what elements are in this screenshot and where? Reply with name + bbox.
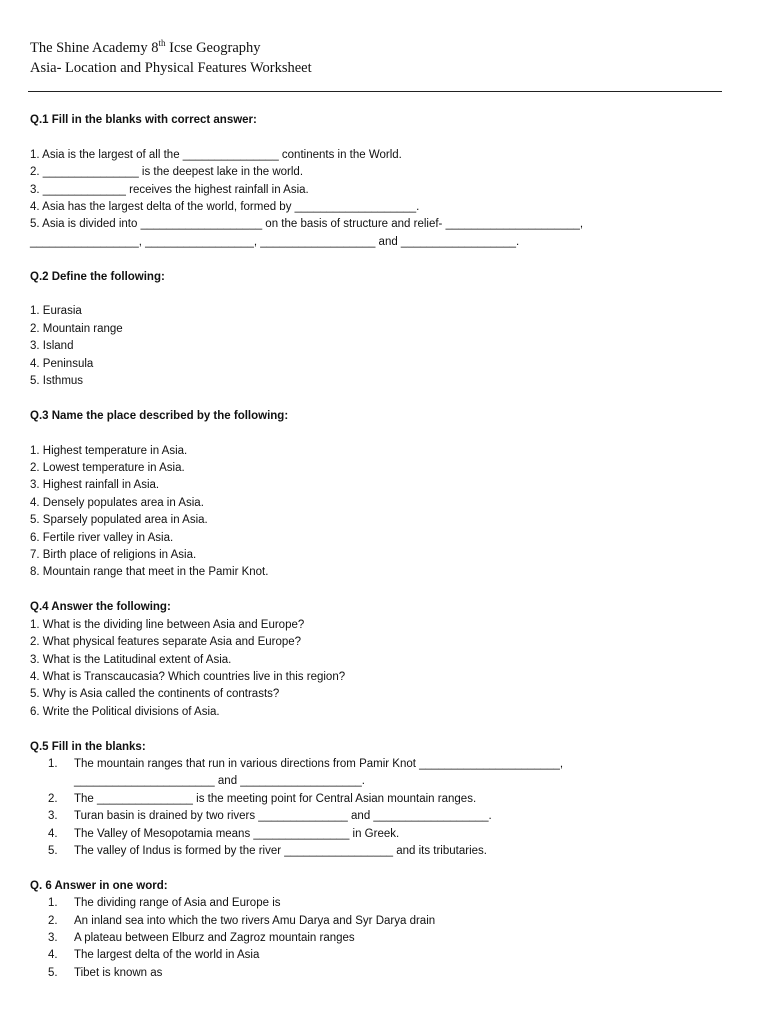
header-grade-suffix: th — [158, 38, 166, 48]
q5-item-text: The valley of Indus is formed by the river _________________ and its tributaries. — [74, 844, 487, 857]
q2-item: 4. Peninsula — [30, 357, 94, 370]
q6-item-number: 3. — [48, 931, 58, 944]
q5-item-text: Turan basin is drained by two rivers ______________ and __________________. — [74, 810, 492, 823]
q5-item-number: 4. — [48, 827, 58, 840]
q5-item-continuation: ______________________ and ___________________. — [74, 775, 365, 788]
q6-item-text: A plateau between Elburz and Zagroz mountain ranges — [74, 931, 355, 944]
q5-title: Q.5 Fill in the blanks: — [30, 740, 146, 753]
q3-item: 8. Mountain range that meet in the Pamir Knot. — [30, 566, 269, 579]
q6-item — [30, 895, 735, 912]
worksheet-header — [30, 38, 312, 78]
q4-item: 1. What is the dividing line between Asia and Europe? — [30, 618, 305, 631]
q1-title: Q.1 Fill in the blanks with correct answer: — [30, 114, 257, 126]
q6-item — [30, 965, 735, 982]
q4-item: 4. What is Transcaucasia? Which countries live in this region? — [30, 670, 346, 683]
q2-item: 5. Isthmus — [30, 375, 84, 388]
q5-item — [30, 808, 735, 825]
q6-title: Q. 6 Answer in one word: — [30, 879, 168, 892]
header-school-text: The Shine Academy 8 — [30, 40, 159, 56]
q6-item-number: 2. — [48, 914, 58, 927]
q6-item-number: 1. — [48, 897, 58, 910]
q2-title: Q.2 Define the following: — [30, 270, 165, 283]
worksheet-body — [30, 112, 735, 982]
q6-item-text: An inland sea into which the two rivers Amu Darya and Syr Darya drain — [74, 914, 436, 927]
q5-item-number: 1. — [48, 757, 58, 770]
q3-item: 2. Lowest temperature in Asia. — [30, 462, 185, 475]
q4-item: 5. Why is Asia called the continents of contrasts? — [30, 688, 280, 701]
q5-item-number: 3. — [48, 810, 58, 823]
header-school-line — [30, 38, 312, 58]
q4-item: 2. What physical features separate Asia and Europe? — [30, 636, 302, 649]
q6-item — [30, 930, 735, 947]
q4-title: Q.4 Answer the following: — [30, 601, 171, 614]
q6-item-text: The largest delta of the world in Asia — [74, 949, 260, 962]
q1-item: 1. Asia is the largest of all the _______________ continents in the World. — [30, 148, 402, 161]
header-worksheet-title: Asia- Location and Physical Features Worksheet — [30, 60, 312, 76]
q3-item: 4. Densely populates area in Asia. — [30, 496, 204, 509]
q4-item: 3. What is the Latitudinal extent of Asia. — [30, 653, 232, 666]
q2-item: 2. Mountain range — [30, 322, 123, 335]
q1-item: 4. Asia has the largest delta of the world, formed by ___________________. — [30, 201, 420, 214]
q6-item-number: 4. — [48, 949, 58, 962]
q5-item — [30, 756, 735, 773]
q5-item-text: The mountain ranges that run in various directions from Pamir Knot ______________________, — [74, 757, 564, 770]
q2-item: 3. Island — [30, 340, 74, 353]
header-divider — [28, 91, 722, 92]
q5-item — [30, 843, 735, 860]
q1-item: 5. Asia is divided into ___________________ on the basis of structure and relief- _____________________, — [30, 218, 584, 231]
q6-item — [30, 913, 735, 930]
q6-item-text: Tibet is known as — [74, 966, 163, 979]
q5-item — [30, 791, 735, 808]
header-subject-text: Icse Geography — [165, 40, 261, 56]
q5-item — [30, 826, 735, 843]
q6-item — [30, 947, 735, 964]
q5-item-number: 5. — [48, 844, 58, 857]
q5-item-text: The _______________ is the meeting point for Central Asian mountain ranges. — [74, 792, 477, 805]
q6-item-number: 5. — [48, 966, 58, 979]
q5-item-text: The Valley of Mesopotamia means _______________ in Greek. — [74, 827, 400, 840]
q3-item: 6. Fertile river valley in Asia. — [30, 531, 174, 544]
q3-item: 1. Highest temperature in Asia. — [30, 444, 188, 457]
q4-item: 6. Write the Political divisions of Asia. — [30, 705, 220, 718]
q1-item: 2. _______________ is the deepest lake in the world. — [30, 166, 304, 179]
q3-item: 7. Birth place of religions in Asia. — [30, 549, 197, 562]
q5-item-number: 2. — [48, 792, 58, 805]
q3-item: 5. Sparsely populated area in Asia. — [30, 514, 208, 527]
q2-item: 1. Eurasia — [30, 305, 82, 318]
q3-item: 3. Highest rainfall in Asia. — [30, 479, 160, 492]
q1-item-continuation: _________________, _________________, __________________ and __________________. — [30, 235, 520, 248]
q6-item-text: The dividing range of Asia and Europe is — [74, 897, 281, 910]
q1-item: 3. _____________ receives the highest rainfall in Asia. — [30, 183, 309, 196]
q3-title: Q.3 Name the place described by the following: — [30, 409, 289, 422]
